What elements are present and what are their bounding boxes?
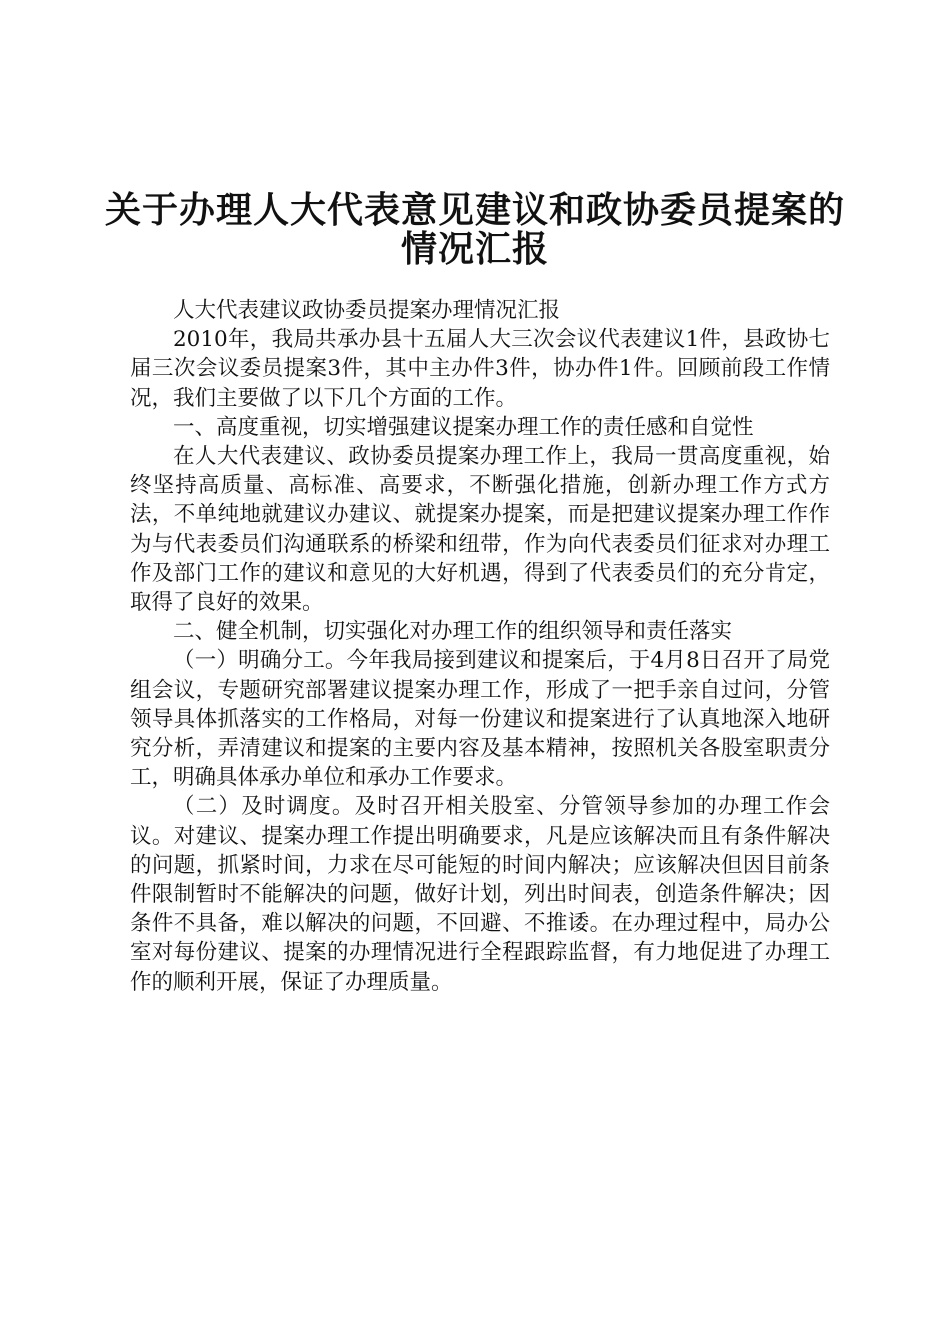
paragraph-subtitle: 人大代表建议政协委员提案办理情况汇报 [173,298,561,323]
document-title-line-1: 关于办理人大代表意见建议和政协委员提案的 [104,190,845,231]
section-heading-1: 一、高度重视，切实增强建议提案办理工作的责任感和自觉性 [173,414,754,440]
paragraph-section-1: 在人大代表建议、政协委员提案办理工作上，我局一贯高度重视，始终坚持高质量、高标准、高要求，不断强化措施，创新办理工作方式方法，不单纯地就建议办建议、就提案办提案，而是把建议提案办理工作作为与代表委员们沟通联系的桥梁和纽带，作为向代表委员们征求对办理工作及部门工作的建议和意见的大好机遇，得到了代表委员们的充分肯定，取得了良好的效果。 [130,444,830,616]
paragraph-intro: 2010年，我局共承办县十五届人大三次会议代表建议1件，县政协七届三次会议委员提案3件，其中主办件3件，协办件1件。回顾前段工作情况，我们主要做了以下几个方面的工作。 [130,327,830,411]
paragraph-subsection-1: （一）明确分工。今年我局接到建议和提案后，于4月8日召开了局党组会议，专题研究部署建议提案办理工作，形成了一把手亲自过问，分管领导具体抓落实的工作格局，对每一份建议和提案进行了认真地深入地研究分析，弄清建议和提案的主要内容及基本精神，按照机关各股室职责分工，明确具体承办单位和承办工作要求。 [130,648,830,791]
document-body [130,296,830,997]
paragraph-subsection-2: （二）及时调度。及时召开相关股室、分管领导参加的办理工作会议。对建议、提案办理工作提出明确要求，凡是应该解决而且有条件解决的问题，抓紧时间，力求在尽可能短的时间内解决；应该解决但因目前条件限制暂时不能解决的问题，做好计划，列出时间表，创造条件解决；因条件不具备，难以解决的问题，不回避、不推诿。在办理过程中，局办公室对每份建议、提案的办理情况进行全程跟踪监督，有力地促进了办理工作的顺利开展，保证了办理质量。 [130,794,830,995]
document-title-line-2: 情况汇报 [400,229,549,270]
section-heading-2: 二、健全机制，切实强化对办理工作的组织领导和责任落实 [173,619,733,645]
